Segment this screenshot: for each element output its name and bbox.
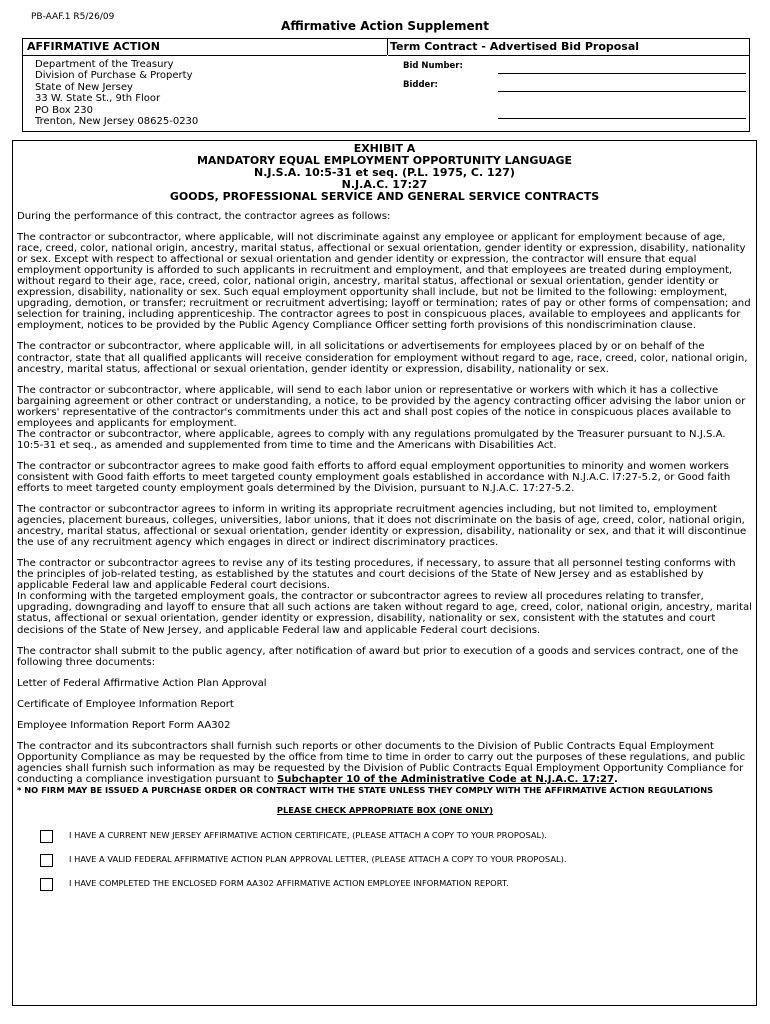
reports-text: The contractor and its subcontractors shall furnish such reports or other documents to the Division of Public Contracts Equal Employment Opportunity Compliance as may be requested by the office from time to time in order to carry out the purposes of these regulations, and public agencies shall furnish such information as may be requested by the Division of Public Contracts Equal Employment Opportunity Compliance for conducting a compliance investigation pursuant to — [17, 740, 746, 785]
contract-body — [17, 211, 753, 896]
document-title: Affirmative Action Supplement — [281, 19, 489, 33]
solicitation-paragraph: The contractor or subcontractor, where applicable will, in all solicitations or advertisements for employees placed by or on behalf of the contractor, state that all qualified applicants will receive consideration for employment without regard to age, race, creed, color, national origin, ancestry, marital status, affectional or sexual orientation, gender identity or expression, disability, nationality or sex. — [17, 341, 748, 375]
affirmative-action-title: AFFIRMATIVE ACTION — [27, 40, 160, 53]
header-divider — [387, 39, 388, 55]
bidder-label: Bidder: — [403, 80, 438, 90]
header-box — [22, 38, 750, 132]
exhibit-line: N.J.A.C. 17:27 — [341, 178, 428, 191]
aa302-checkbox[interactable] — [40, 878, 53, 891]
document-option: Employee Information Report Form AA302 — [17, 719, 231, 731]
exhibit-line: GOODS, PROFESSIONAL SERVICE AND GENERAL SERVICE CONTRACTS — [169, 190, 600, 203]
exhibit-line: EXHIBIT A — [353, 142, 416, 155]
checklist-option-label: I HAVE A CURRENT NEW JERSEY AFFIRMATIVE ACTION CERTIFICATE, (PLEASE ATTACH A COPY TO YOUR PROPOSAL). — [69, 830, 548, 841]
exhibit-line: N.J.S.A. 10:5-31 et seq. (P.L. 1975, C. 127) — [254, 166, 515, 179]
treasurer-regulations-paragraph: The contractor or subcontractor, where applicable, agrees to comply with any regulations promulgated by the Treasurer pursuant to N.J.S.A. 10:5-31 et seq., as amended and supplemented from time to time and the Americans with Disabilities Act. — [17, 428, 726, 451]
checklist-item — [17, 848, 753, 872]
bidder-field-line-2[interactable] — [498, 118, 746, 119]
address-line: State of New Jersey — [35, 81, 133, 93]
bidder-field[interactable] — [498, 91, 746, 92]
good-faith-paragraph: The contractor or subcontractor agrees to make good faith efforts to afford equal employment opportunities to minority and women workers consistent with Good faith efforts to meet targeted county employment goals established in accordance with N.J.A.C. l7:27-5.2, or Good faith efforts to meet targeted county employment goals determined by the Division, pursuant to N.J.A.C. 17:27-5.2. — [17, 460, 731, 494]
address-line: 33 W. State St., 9th Floor — [35, 93, 161, 105]
address-line: Division of Purchase & Property — [35, 70, 193, 82]
exhibit-a-box — [12, 140, 757, 1006]
compliance-notice: * NO FIRM MAY BE ISSUED A PURCHASE ORDER OR CONTRACT WITH THE STATE UNLESS THEY COMPLY WITH THE AFFIRMATIVE ACTION REGULATIONS — [17, 784, 714, 795]
testing-paragraph: The contractor or subcontractor agrees to revise any of its testing procedures, if necessary, to assure that all personnel testing conforms with the principles of job-related testing, as established by the statutes and court decisions of the State of New Jersey and as established by applicable Federal law and applicable Federal court decisions. — [17, 558, 736, 592]
address-line: Trenton, New Jersey 08625-0230 — [35, 116, 199, 128]
checklist-title: PLEASE CHECK APPROPRIATE BOX (ONE ONLY) — [276, 804, 494, 815]
recruitment-paragraph: The contractor or subcontractor agrees to inform in writing its appropriate recruitment agencies including, but not limited to, employment agencies, placement bureaus, colleges, universities, labor unions, that it does not discriminate on the basis of age, creed, color, national origin, ancestry, marital status, affectional or sexual orientation, gender identity or expression, disability, nationality or sex, and that it will discontinue the use of any recruitment agency which engages in direct or indirect discriminatory practices. — [17, 504, 747, 549]
checklist-item — [17, 824, 753, 848]
checklist-option-label: I HAVE A VALID FEDERAL AFFIRMATIVE ACTION PLAN APPROVAL LETTER, (PLEASE ATTACH A COPY TO YOUR PROPOSAL). — [69, 854, 567, 865]
header-rule-right — [388, 55, 749, 56]
document-option: Letter of Federal Affirmative Action Plan Approval — [17, 677, 267, 689]
treasury-address — [35, 59, 198, 127]
labor-union-paragraph: The contractor or subcontractor, where applicable, will send to each labor union or representative or workers with which it has a collective bargaining agreement or other contract or understanding, a notice, to be provided by the agency contracting officer advising the labor union or workers' representative of the contractor's commitments under this act and shall post copies of the notice in conspicuous places available to employees and applicants for employment. — [17, 384, 746, 429]
targeted-goals-paragraph: In conforming with the targeted employment goals, the contractor or subcontractor agrees to review all procedures relating to transfer, upgrading, downgrading and layoff to ensure that all such actions are taken without regard to age, creed, color, national origin, ancestry, marital status, affectional or sexual orientation, gender identity or expression, disability, nationality or sex, consistent with the statutes and court decisions of the State of New Jersey, and applicable Federal law and applicable Federal court decisions. — [17, 591, 752, 636]
form-id: PB-AAF.1 R5/26/09 — [31, 12, 115, 22]
nj-certificate-checkbox[interactable] — [40, 830, 53, 843]
checklist-option-label: I HAVE COMPLETED THE ENCLOSED FORM AA302 AFFIRMATIVE ACTION EMPLOYEE INFORMATION REPORT. — [69, 878, 509, 889]
address-line: Department of the Treasury — [35, 59, 174, 70]
subchapter-reference: Subchapter 10 of the Administrative Code at N.J.A.C. 17:27 — [277, 773, 615, 785]
submission-paragraph: The contractor shall submit to the public agency, after notification of award but prior to execution of a goods and services contract, one of the following three documents: — [17, 645, 739, 668]
federal-letter-checkbox[interactable] — [40, 854, 53, 867]
header-rule-left — [23, 55, 387, 56]
bid-number-field[interactable] — [498, 73, 746, 74]
address-line: PO Box 230 — [35, 104, 93, 116]
reports-paragraph — [17, 741, 753, 785]
term-contract-title: Term Contract - Advertised Bid Proposal — [390, 40, 640, 53]
exhibit-heading — [13, 143, 756, 203]
bid-number-label: Bid Number: — [403, 61, 463, 71]
reports-end: . — [614, 773, 618, 785]
nondiscrimination-paragraph: The contractor or subcontractor, where applicable, will not discriminate against any employee or applicant for employment because of age, race, creed, color, national origin, ancestry, marital status, affectional or sexual orientation, gender identity or expression, disability, nationality or sex. Except with respect to affectional or sexual orientation and gender identity or expression, the contractor will ensure that equal employment opportunity is afforded to such applicants in recruitment and employment, and that employees are treated during employment, without regard to their age, race, creed, color, national origin, ancestry, marital status, affectional or sexual orientation, gender identity or expression, disability, nationality or sex. Such equal employment opportunity shall include, but not be limited to the following: employment, upgrading, demotion, or transfer; recruitment or recruitment advertising; layoff or termination; rates of pay or other forms of compensation; and selection for training, including apprenticeship. The contractor agrees to post in conspicuous places, available to employees and applicants for employment, notices to be provided by the Public Agency Compliance Officer setting forth provisions of this nondiscrimination clause. — [17, 232, 751, 332]
exhibit-line: MANDATORY EQUAL EMPLOYMENT OPPORTUNITY LANGUAGE — [196, 154, 573, 167]
checklist-item — [17, 872, 753, 896]
intro-paragraph: During the performance of this contract, the contractor agrees as follows: — [17, 211, 391, 222]
document-option: Certificate of Employee Information Report — [17, 698, 234, 710]
